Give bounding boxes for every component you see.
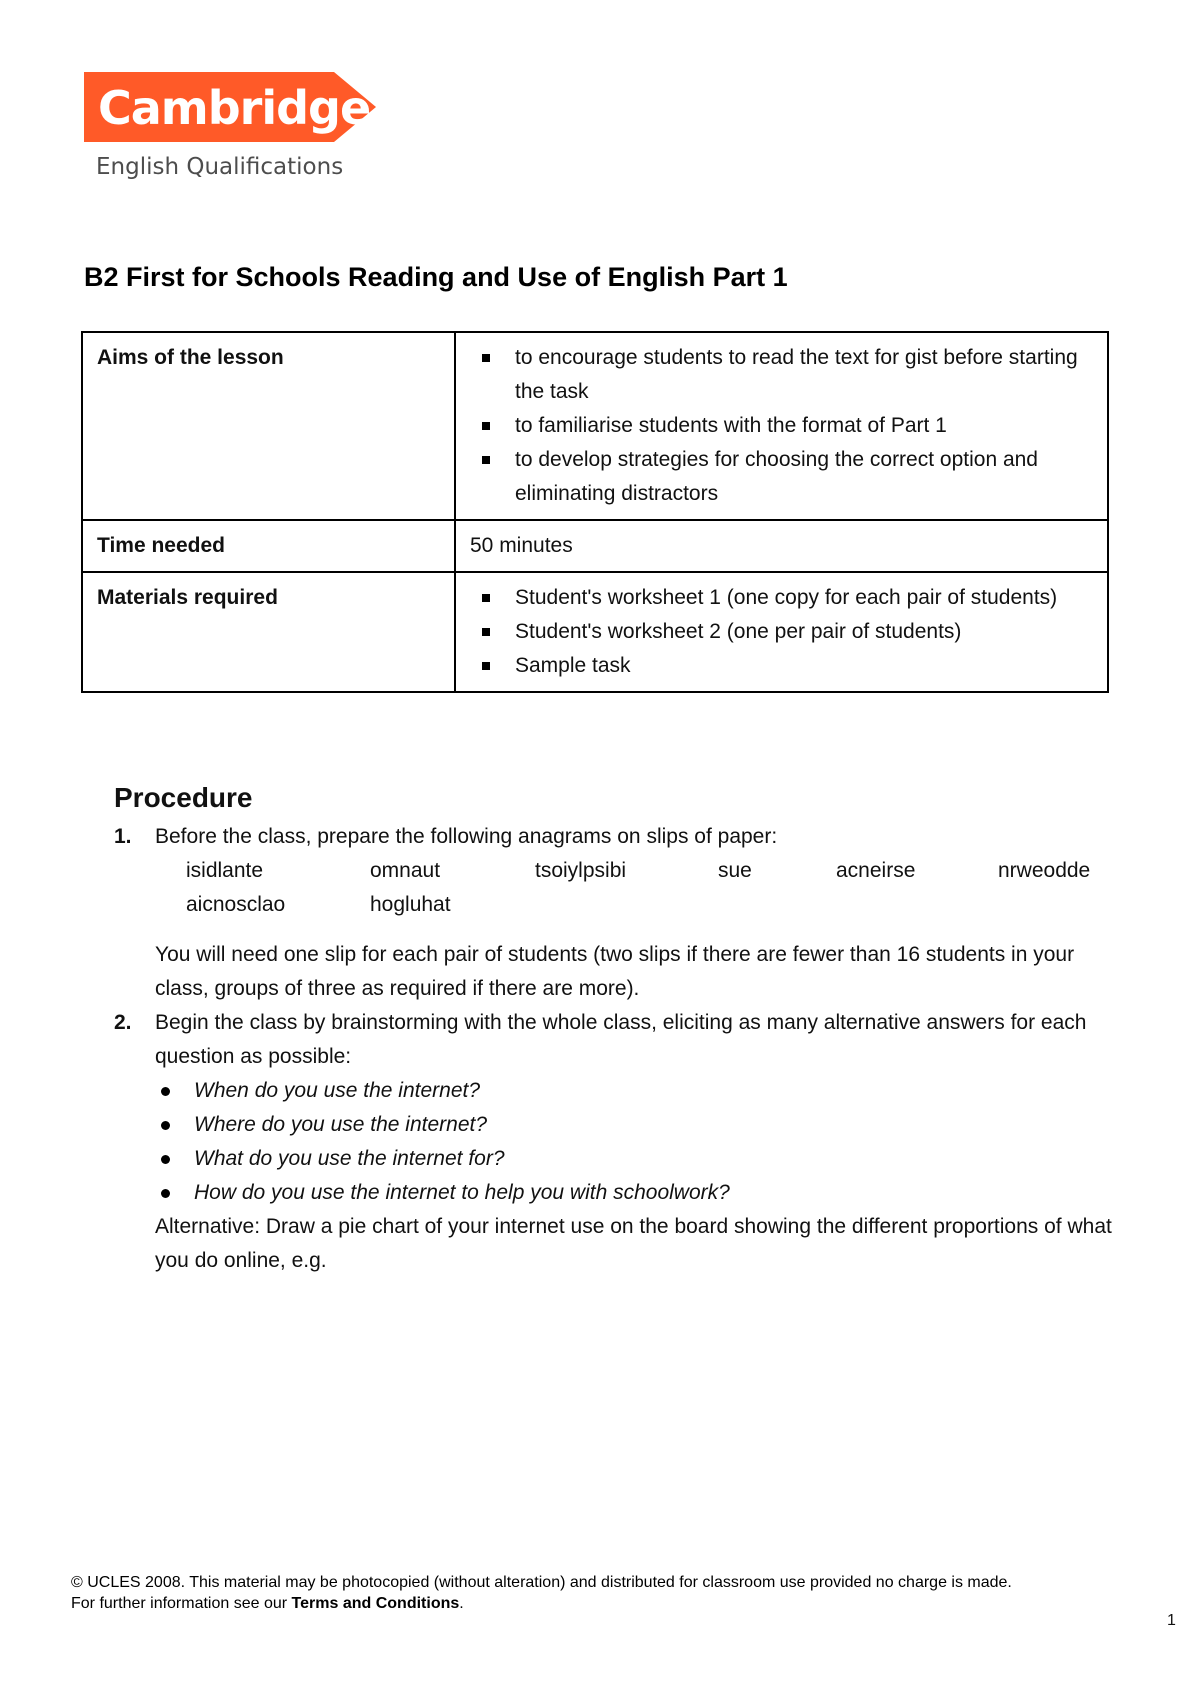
footer-prefix: For further information see our	[71, 1595, 292, 1612]
list-item: Student's worksheet 2 (one per pair of students)	[515, 615, 1093, 649]
cambridge-logo	[84, 72, 384, 192]
list-item: to encourage students to read the text for gist before starting the task	[515, 341, 1093, 409]
table-row-materials	[82, 572, 1108, 692]
anagram-word: omnaut	[370, 859, 441, 882]
time-label: Time needed	[82, 520, 455, 572]
time-value: 50 minutes	[455, 520, 1108, 572]
copyright-footer	[71, 1572, 1012, 1614]
list-item: Where do you use the internet?	[194, 1108, 1114, 1142]
materials-cell	[455, 572, 1108, 692]
anagram-grid	[186, 854, 1114, 922]
list-item: When do you use the internet?	[194, 1074, 1114, 1108]
list-item: to familiarise students with the format of Part 1	[515, 409, 1093, 443]
procedure-step-1	[114, 820, 1114, 1006]
anagram-word: tsoiylpsibi	[535, 859, 627, 882]
procedure-heading: Procedure	[114, 782, 253, 813]
step-text: Before the class, prepare the following anagrams on slips of paper:	[155, 825, 778, 848]
step-number: 1.	[114, 825, 132, 848]
step-text: Begin the class by brainstorming with the whole class, eliciting as many alternative answers for each question as possible:	[155, 1011, 1087, 1068]
footer-line-1: © UCLES 2008. This material may be photocopied (without alteration) and distributed for classroom use provided no charge is made.	[71, 1574, 1012, 1591]
aims-cell	[455, 332, 1108, 520]
procedure-section	[114, 780, 1114, 1278]
anagram-word: aicnosclao	[186, 893, 286, 916]
anagram-word: nrweodde	[998, 859, 1091, 882]
footer-suffix: .	[459, 1595, 464, 1612]
anagram-word: isidlante	[186, 859, 264, 882]
list-item: How do you use the internet to help you with schoolwork?	[194, 1176, 1114, 1210]
aims-list	[470, 341, 1093, 511]
page-number: 1	[1167, 1612, 1176, 1629]
terms-link[interactable]: Terms and Conditions	[291, 1595, 460, 1612]
alternative-text: Alternative: Draw a pie chart of your internet use on the board showing the different proportions of what you do online, e.g.	[155, 1215, 1112, 1272]
step-note: You will need one slip for each pair of students (two slips if there are fewer than 16 students in your class, groups of three as required if there are more).	[155, 943, 1075, 1000]
table-row-time	[82, 520, 1108, 572]
page-title: B2 First for Schools Reading and Use of English Part 1	[84, 262, 788, 292]
procedure-step-2	[114, 1006, 1114, 1278]
materials-list	[470, 581, 1093, 683]
list-item: What do you use the internet for?	[194, 1142, 1114, 1176]
aims-label: Aims of the lesson	[82, 332, 455, 520]
footer-line-2	[71, 1593, 1012, 1614]
list-item: Student's worksheet 1 (one copy for each pair of students)	[515, 581, 1093, 615]
list-item: Sample task	[515, 649, 1093, 683]
question-list	[155, 1074, 1114, 1210]
anagram-word: sue	[718, 859, 752, 882]
logo-subtitle: English Qualifications	[96, 154, 344, 180]
materials-label: Materials required	[82, 572, 455, 692]
anagram-word: acneirse	[836, 859, 916, 882]
step-number: 2.	[114, 1011, 132, 1034]
lesson-info-table	[81, 331, 1109, 693]
table-row-aims	[82, 332, 1108, 520]
anagram-word: hogluhat	[370, 893, 451, 916]
logo-wordmark: Cambridge	[98, 81, 371, 135]
list-item: to develop strategies for choosing the correct option and eliminating distractors	[515, 443, 1093, 511]
